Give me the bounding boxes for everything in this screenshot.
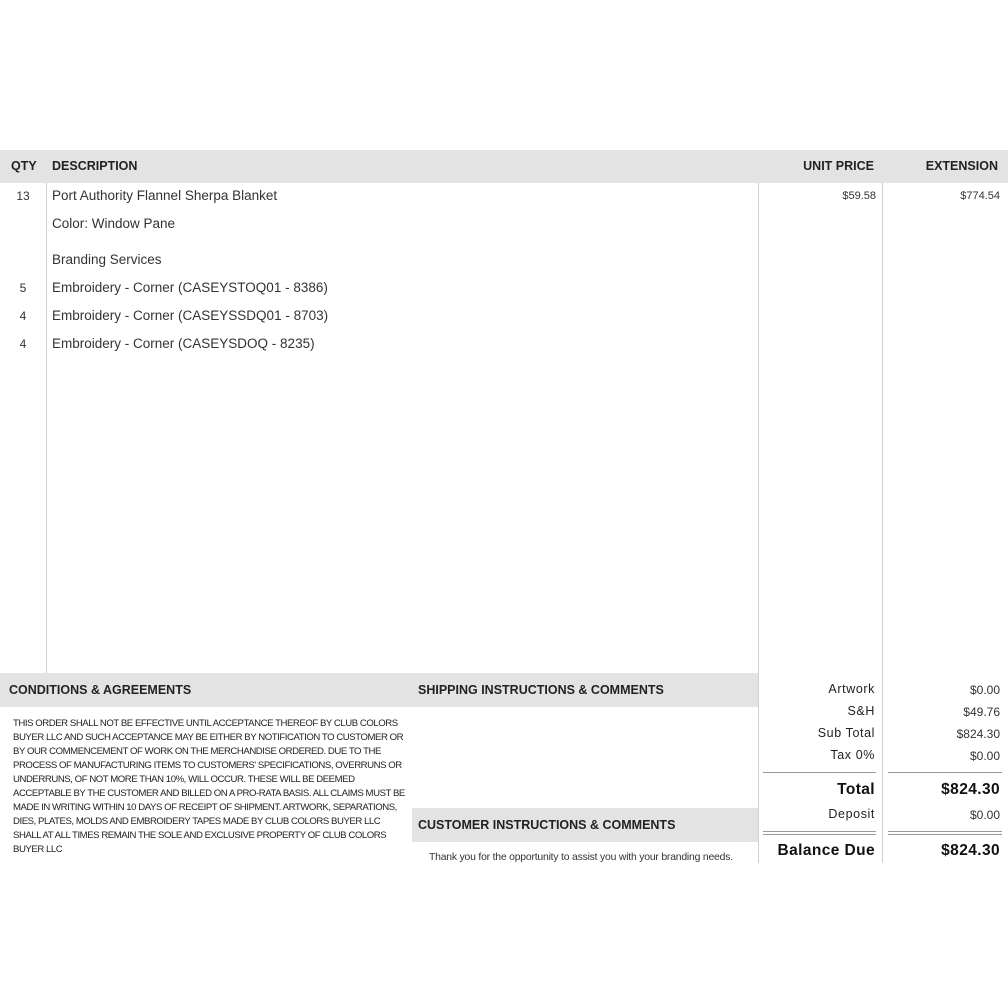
totals-rule	[888, 772, 1002, 773]
row-description: Embroidery - Corner (CASEYSDOQ - 8235)	[52, 336, 315, 351]
conditions-text: THIS ORDER SHALL NOT BE EFFECTIVE UNTIL ACCEPTANCE THEREOF BY CLUB COLORS BUYER LLC AND SUCH ACCEPTANCE MAY BE EITHER BY NOTIFICATION TO CUSTOMER OR BY OUR COMMENCEMENT OF WORK ON THE MERCHANDISE ORDERED. DUE TO THE PROCESS OF MANUFACTURING ITEMS TO CUSTOMERS' SPECIFICATIONS, OVERRUNS OR UNDERRUNS, OF NOT MORE THAN 10%, WILL OCCUR. THESE WILL BE DEEMED ACCEPTABLE BY THE CUSTOMER AND BILLED ON A PRO-RATA BASIS. ALL CLAIMS MUST BE MADE IN WRITING WITHIN 10 DAYS OF RECEIPT OF SHIPMENT. ARTWORK, SEPARATIONS, DIES, PLATES, MOLDS AND EMBROIDERY TAPES MADE BY CLUB COLORS BUYER LLC SHALL AT ALL TIMES REMAIN THE SOLE AND EXCLUSIVE PROPERTY OF CLUB COLORS BUYER LLC	[13, 718, 405, 855]
conditions-title: CONDITIONS & AGREEMENTS	[9, 683, 192, 697]
sh-value: $49.76	[963, 705, 1000, 719]
deposit-label: Deposit	[828, 807, 875, 821]
artwork-label: Artwork	[828, 682, 875, 696]
table-row	[0, 278, 1008, 300]
qty-header: QTY	[11, 159, 37, 173]
row-description: Branding Services	[52, 252, 162, 267]
row-description: Embroidery - Corner (CASEYSTOQ01 - 8386)	[52, 280, 328, 295]
customer-instructions-title: CUSTOMER INSTRUCTIONS & COMMENTS	[418, 818, 676, 832]
table-row	[0, 214, 1008, 236]
balance-rule	[888, 834, 1002, 835]
balance-rule	[888, 831, 1002, 832]
balance-due-label: Balance Due	[777, 842, 875, 859]
extension-header: EXTENSION	[925, 159, 998, 173]
row-extension: $774.54	[960, 190, 1000, 202]
balance-due-value: $824.30	[941, 842, 1000, 859]
unit-price-header: UNIT PRICE	[803, 159, 874, 173]
table-row	[0, 306, 1008, 328]
row-unit-price: $59.58	[842, 190, 876, 202]
row-description: Port Authority Flannel Sherpa Blanket	[52, 188, 278, 203]
table-row	[0, 334, 1008, 356]
customer-instructions-text: Thank you for the opportunity to assist you with your branding needs.	[429, 852, 733, 863]
sh-label: S&H	[847, 704, 875, 718]
row-description: Color: Window Pane	[52, 216, 176, 231]
row-description: Embroidery - Corner (CASEYSSDQ01 - 8703)	[52, 308, 329, 323]
subtotal-value: $824.30	[956, 727, 1000, 741]
tax-label: Tax 0%	[830, 748, 875, 762]
row-qty: 4	[19, 337, 27, 351]
shipping-title: SHIPPING INSTRUCTIONS & COMMENTS	[418, 683, 664, 697]
balance-rule	[763, 834, 876, 835]
table-row	[0, 250, 1008, 272]
tax-value: $0.00	[969, 749, 1000, 763]
row-qty: 4	[19, 309, 27, 323]
balance-rule	[763, 831, 876, 832]
row-qty: 5	[19, 281, 27, 295]
totals-rule	[763, 772, 876, 773]
total-value: $824.30	[941, 781, 1000, 798]
total-label: Total	[837, 781, 875, 798]
description-header: DESCRIPTION	[52, 159, 138, 173]
deposit-value: $0.00	[969, 808, 1000, 822]
subtotal-label: Sub Total	[817, 726, 875, 740]
table-row	[0, 186, 1008, 208]
artwork-value: $0.00	[969, 683, 1000, 697]
row-qty: 13	[16, 189, 30, 203]
